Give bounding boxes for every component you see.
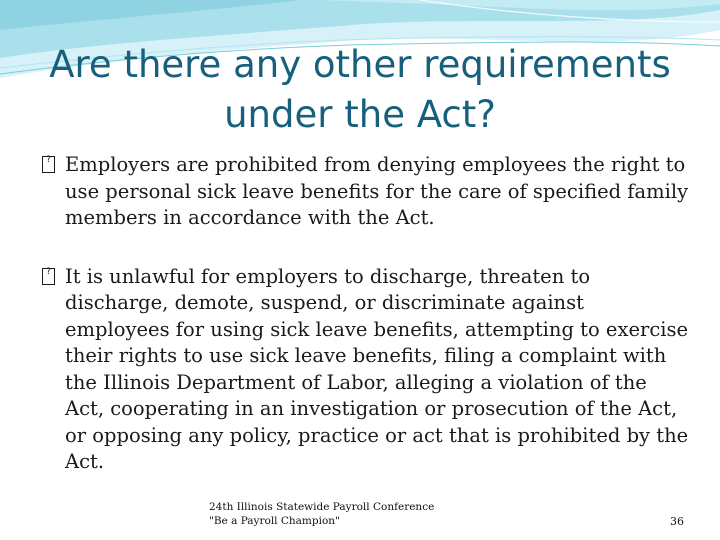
footer-conference-name: 24th Illinois Statewide Payroll Conference	[209, 501, 435, 513]
bullet-item	[42, 152, 692, 232]
bullet-text: It is unlawful for employers to discharge, threaten to discharge, demote, suspend, or discriminate against employees for using sick leave benefits, attempting to exercise their rights to use sick leave benefits, filing a complaint with the Illinois Department of Labor, alleging a violation of the Act, cooperating in an investigation or prosecution of the Act, or opposing any policy, practice or act that is prohibited by the Act.	[65, 264, 689, 473]
footer	[209, 500, 434, 528]
bullet-list	[42, 152, 692, 508]
footer-tagline: "Be a Payroll Champion"	[209, 515, 340, 527]
bullet-item	[42, 264, 692, 476]
missing-glyph-bullet-icon: ?	[42, 156, 55, 173]
bullet-text: Employers are prohibited from denying employees the right to use personal sick leave benefits for the care of specified family members in accordance with the Act.	[65, 153, 689, 229]
title-line-2: under the Act?	[224, 93, 496, 136]
title-line-1: Are there any other requirements	[49, 43, 671, 86]
slide-title	[20, 40, 700, 140]
missing-glyph-bullet-icon: ?	[42, 268, 55, 285]
page-number: 36	[670, 515, 684, 528]
